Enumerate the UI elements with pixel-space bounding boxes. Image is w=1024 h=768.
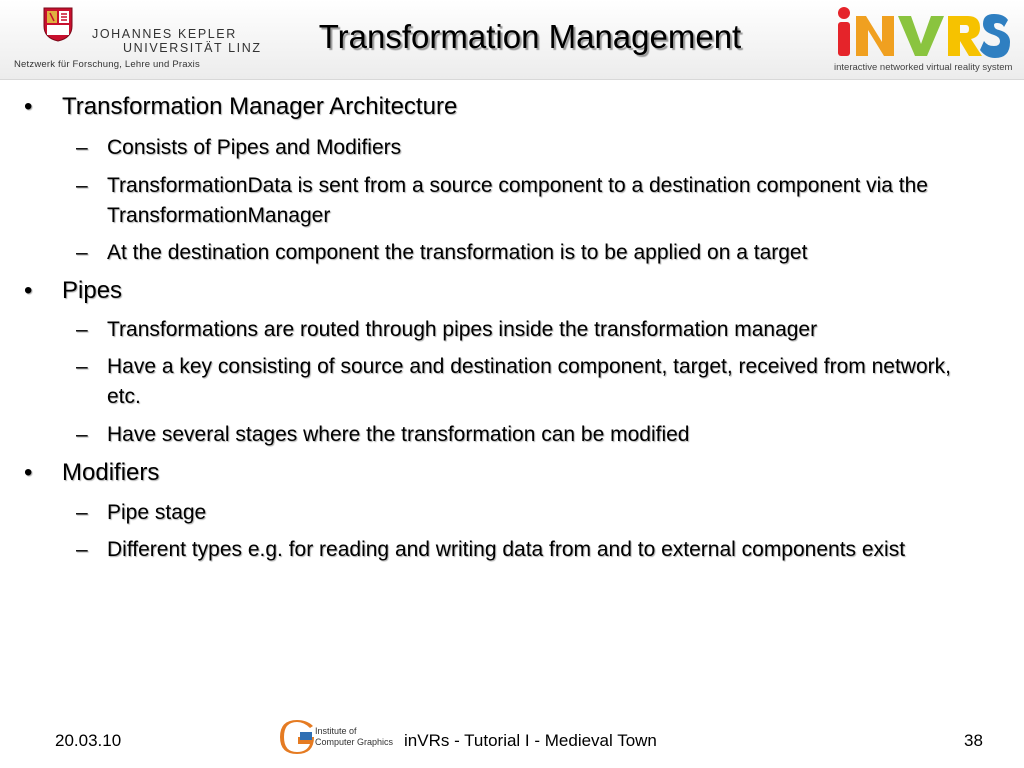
slide-title: Transformation Management bbox=[318, 18, 742, 55]
institute-label bbox=[315, 726, 393, 748]
sub-bullet-text: TransformationData is sent from a source component to a destination component via the TransformationManager bbox=[107, 174, 928, 227]
dash-marker: – bbox=[76, 136, 88, 159]
bullet-heading: Modifiers bbox=[62, 459, 160, 486]
icg-logo-icon bbox=[280, 720, 320, 754]
university-logo bbox=[14, 6, 262, 74]
bullet-marker: • bbox=[24, 277, 33, 304]
footer-presentation-title: inVRs - Tutorial I - Medieval Town bbox=[404, 731, 657, 750]
institute-line2: Computer Graphics bbox=[315, 737, 394, 747]
dash-marker: – bbox=[76, 423, 88, 446]
dash-marker: – bbox=[76, 538, 88, 561]
sub-bullet-text: Have a key consisting of source and destination component, target, received from network, etc. bbox=[107, 355, 951, 408]
dash-marker: – bbox=[76, 501, 88, 524]
invrs-tagline: interactive networked virtual reality system bbox=[834, 62, 1013, 73]
dash-marker: – bbox=[76, 355, 88, 378]
institute-line1: Institute of bbox=[315, 726, 357, 736]
sub-bullet-text: Have several stages where the transformation can be modified bbox=[107, 423, 690, 446]
dash-marker: – bbox=[76, 318, 88, 341]
page-number: 38 bbox=[964, 731, 983, 750]
university-crest-icon bbox=[42, 6, 74, 42]
university-tagline: Netzwerk für Forschung, Lehre und Praxis bbox=[14, 59, 200, 70]
dash-marker: – bbox=[76, 241, 88, 264]
dash-marker: – bbox=[76, 174, 88, 197]
bullet-heading: Transformation Manager Architecture bbox=[62, 93, 458, 120]
bullet-marker: • bbox=[24, 459, 33, 486]
invrs-logo-icon bbox=[834, 4, 1010, 62]
footer-date: 20.03.10 bbox=[55, 731, 122, 750]
sub-bullet-text: Transformations are routed through pipes inside the transformation manager bbox=[107, 318, 818, 341]
university-name-line2: UNIVERSITÄT LINZ bbox=[123, 41, 262, 55]
sub-bullet-text: Pipe stage bbox=[107, 501, 207, 524]
slide-header bbox=[0, 0, 1024, 80]
bullet-heading: Pipes bbox=[62, 277, 123, 304]
university-name-line1: JOHANNES KEPLER bbox=[92, 27, 237, 41]
sub-bullet-text: Consists of Pipes and Modifiers bbox=[107, 136, 402, 159]
sub-bullet-text: At the destination component the transformation is to be applied on a target bbox=[107, 241, 808, 264]
bullet-marker: • bbox=[24, 93, 33, 120]
sub-bullet-text: Different types e.g. for reading and writing data from and to external components exist bbox=[107, 538, 906, 561]
